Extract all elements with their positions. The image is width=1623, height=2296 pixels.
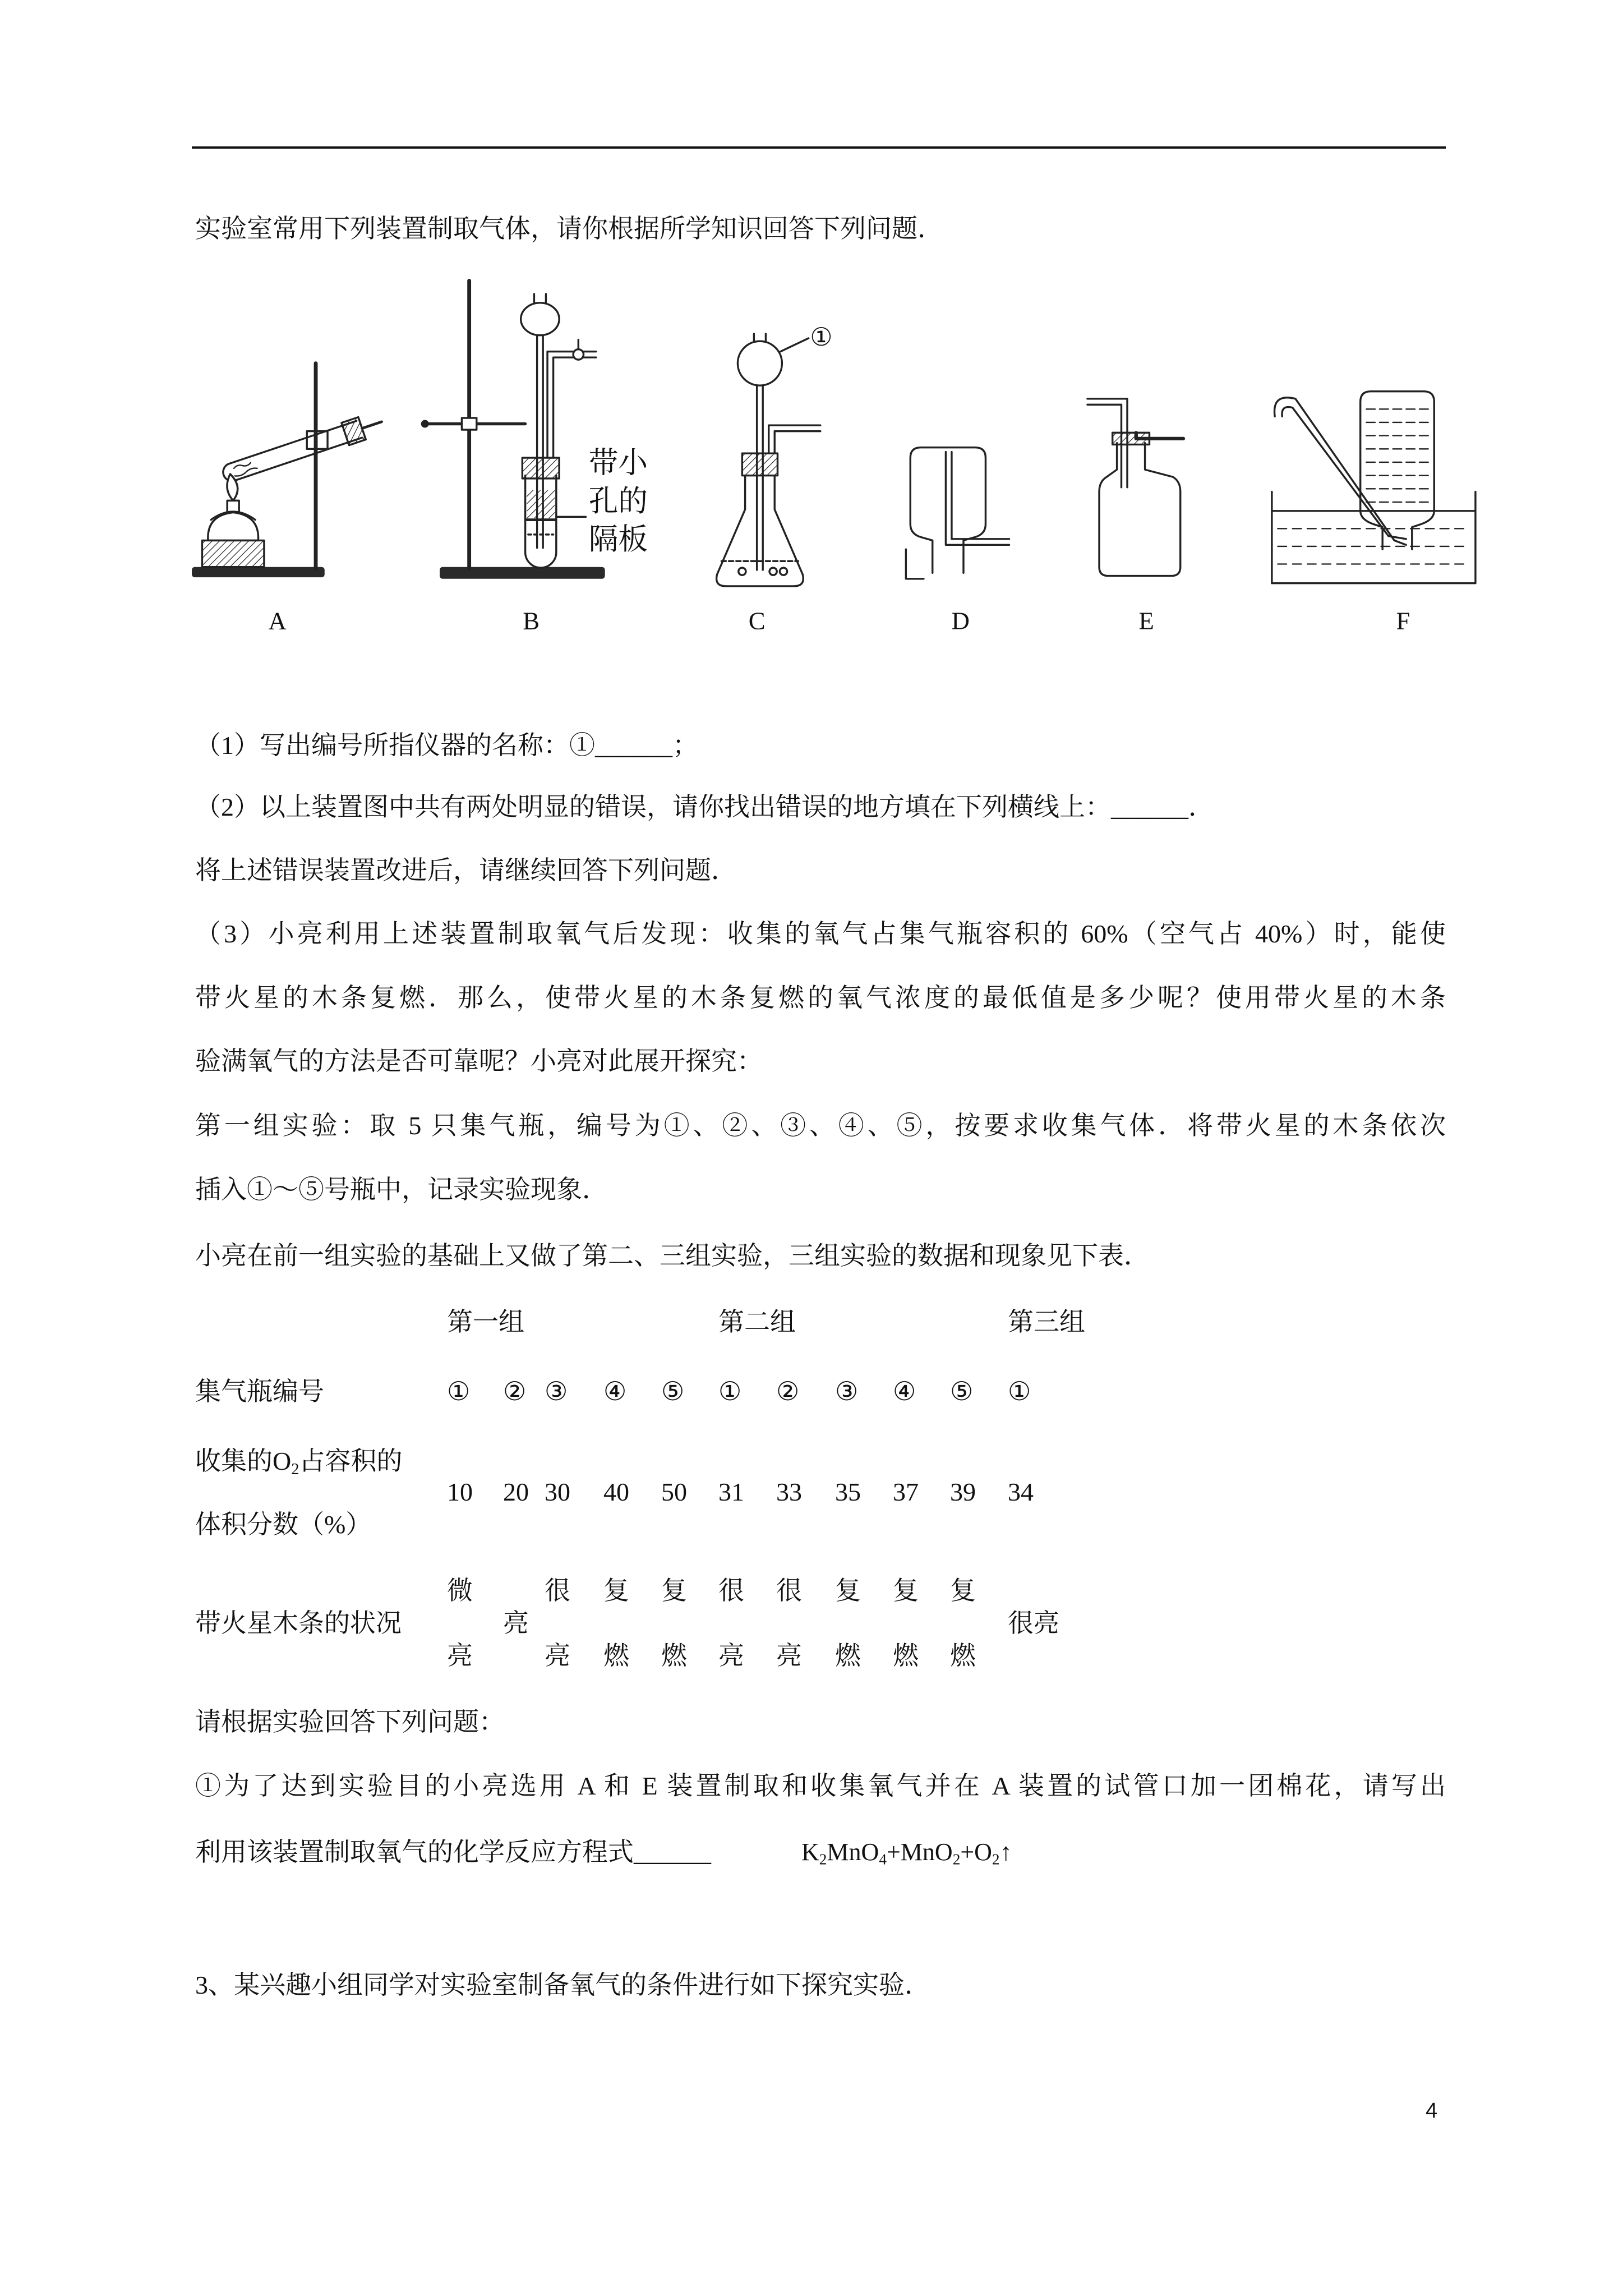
stand-base <box>440 567 605 579</box>
table-cell-oxygen-fraction <box>776 1475 802 1509</box>
table-cell-text: ④ <box>603 1377 627 1406</box>
apparatus-b <box>422 280 648 578</box>
eq-part: +MnO <box>886 1838 953 1866</box>
table-cell-text: ③ <box>835 1377 859 1406</box>
table-cell-text: 37 <box>893 1478 919 1506</box>
delivery-tube <box>362 422 382 429</box>
table-cell-text: 很亮 <box>776 1576 802 1670</box>
table-cell-text: 10 <box>447 1478 473 1506</box>
table-cell-bottle-number <box>447 1375 470 1409</box>
solid-particle <box>739 568 746 575</box>
table-cell-oxygen-fraction <box>1008 1475 1034 1509</box>
table-cell-splint-status <box>1008 1558 1059 1688</box>
table-cell-oxygen-fraction <box>503 1475 529 1509</box>
question-3-line: （3）小亮利用上述装置制取氧气后发现：收集的氧气占集气瓶容积的 60%（空气占 40%）时，能使 <box>195 919 1446 948</box>
table-cell-splint-status <box>603 1558 630 1688</box>
clamp-knob <box>422 421 428 427</box>
eq-subscript: 2 <box>819 1851 827 1868</box>
page-number: 4 <box>1426 2099 1438 2123</box>
table-cell-splint-status <box>503 1558 530 1688</box>
table-cell-bottle-number <box>545 1375 568 1409</box>
apparatus-f <box>1272 392 1476 583</box>
table-cell-text: ⑤ <box>950 1377 974 1406</box>
water-trough <box>1272 492 1476 583</box>
table-cell-oxygen-fraction <box>603 1475 629 1509</box>
table-cell-splint-status <box>776 1558 803 1688</box>
table-group-header: 第二组 <box>718 1308 796 1336</box>
table-cell-text: ④ <box>893 1377 916 1406</box>
table-cell-text: ⑤ <box>661 1377 685 1406</box>
funnel-bulb <box>521 303 559 335</box>
table-group-header: 第一组 <box>447 1308 524 1336</box>
table-cell-splint-status <box>661 1558 688 1688</box>
eq-part: +O <box>960 1838 992 1866</box>
table-cell-splint-status <box>718 1558 745 1688</box>
next-question: 3、某兴趣小组同学对实验室制备氧气的条件进行如下探究实验． <box>195 1971 930 1999</box>
table-group-header: 第三组 <box>1008 1308 1085 1336</box>
table-cell-text: 20 <box>503 1478 529 1506</box>
table-cell-bottle-number <box>718 1375 741 1409</box>
question-3-line: 验满氧气的方法是否可靠呢？小亮对此展开探究： <box>195 1047 763 1075</box>
funnel-bulb <box>737 341 782 385</box>
label-text: 收集的O <box>195 1447 292 1475</box>
table-cell-text: ② <box>503 1377 527 1406</box>
experiment-1-line: 插入①～⑤号瓶中，记录实验现象． <box>195 1175 608 1204</box>
table-row-label-oxygen-fraction <box>195 1429 403 1556</box>
lamp-flame <box>227 474 238 500</box>
inverted-bottle <box>1361 392 1435 550</box>
conical-flask <box>717 476 804 586</box>
stopcock <box>573 349 583 360</box>
table-cell-oxygen-fraction <box>718 1475 744 1509</box>
eq-subscript: 2 <box>992 1851 1000 1868</box>
gas-outlet-tube <box>547 352 596 458</box>
table-cell-bottle-number <box>603 1375 626 1409</box>
table-cell-text: 33 <box>776 1478 802 1506</box>
table-cell-text: 35 <box>835 1478 861 1506</box>
table-cell-text: 复燃 <box>835 1576 861 1670</box>
table-cell-text: 50 <box>661 1478 687 1506</box>
gas-outlet-tube <box>769 425 820 453</box>
apparatus-d <box>906 448 1009 579</box>
table-cell-splint-status <box>447 1558 474 1688</box>
callout-leader-line <box>781 338 809 352</box>
question-1: （1）写出编号所指仪器的名称：①______； <box>195 731 698 760</box>
question-2: （2）以上装置图中共有两处明显的错误，请你找出错误的地方填在下列横线上：______． <box>195 793 1214 821</box>
stopper <box>342 417 366 445</box>
funnel-stem <box>757 385 763 570</box>
table-cell-oxygen-fraction <box>447 1475 473 1509</box>
experiment-summary: 小亮在前一组实验的基础上又做了第二、三组实验，三组实验的数据和现象见下表． <box>195 1241 1150 1270</box>
table-cell-text: 31 <box>718 1478 744 1506</box>
question-3-line: 带火星的木条复燃．那么，使带火星的木条复燃的氧气浓度的最低值是多少呢？使用带火星的木条 <box>195 983 1446 1012</box>
label-text: 体积分数（%） <box>195 1510 372 1539</box>
eq-subscript: 2 <box>952 1851 961 1868</box>
table-cell-text: ③ <box>545 1377 568 1406</box>
apparatus-label-d: D <box>951 606 970 635</box>
table-cell-text: 39 <box>950 1478 976 1506</box>
table-cell-bottle-number <box>1008 1375 1031 1409</box>
table-cell-bottle-number <box>503 1375 526 1409</box>
table-cell-text: 40 <box>603 1478 629 1506</box>
inlet-tube <box>1087 399 1127 487</box>
instrument-marker: ① <box>810 322 833 352</box>
chemical-equation <box>801 1835 1012 1869</box>
gas-collecting-bottle <box>910 448 985 573</box>
table-cell-oxygen-fraction <box>545 1475 570 1509</box>
lamp-wick-holder <box>227 500 239 512</box>
table-cell-text: 复燃 <box>603 1576 629 1670</box>
table-cell-text: 很亮 <box>1008 1609 1059 1637</box>
table-cell-splint-status <box>893 1558 920 1688</box>
table-cell-text: ① <box>718 1377 742 1406</box>
experiment-1-line: 第一组实验：取 5 只集气瓶，编号为①、②、③、④、⑤，按要求收集气体．将带火星的木条依次 <box>195 1111 1446 1140</box>
answer-prompt: 请根据实验回答下列问题： <box>195 1708 505 1736</box>
plate-callout-line: 带小 <box>588 445 648 480</box>
apparatus-label-e: E <box>1138 606 1154 635</box>
delivery-tube <box>946 452 1009 545</box>
sub-question-1-line: 利用该装置制取氧气的化学反应方程式______ <box>195 1838 711 1866</box>
table-cell-text: ② <box>776 1377 800 1406</box>
wooden-block <box>202 540 264 567</box>
solid-reagent <box>527 490 555 518</box>
table-cell-bottle-number <box>661 1375 684 1409</box>
funnel-mouth <box>534 294 546 303</box>
eq-part: ↑ <box>999 1838 1012 1866</box>
table-cell-oxygen-fraction <box>661 1475 687 1509</box>
table-cell-oxygen-fraction <box>835 1475 861 1509</box>
apparatus-label-a: A <box>268 606 287 635</box>
apparatus-label-c: C <box>748 606 766 635</box>
apparatus-a <box>192 364 385 577</box>
solid-particle <box>780 568 787 575</box>
table-cell-splint-status <box>545 1558 571 1688</box>
table-cell-text: 复燃 <box>661 1576 687 1670</box>
table-cell-text: 复燃 <box>950 1576 976 1670</box>
eq-part: K <box>801 1838 819 1866</box>
gas-collecting-bottle <box>1099 443 1181 576</box>
stopper <box>522 458 559 478</box>
table-cell-text: 很亮 <box>545 1576 570 1670</box>
table-cell-text: 34 <box>1008 1478 1034 1506</box>
apparatus-label-b: B <box>523 606 540 635</box>
funnel-mouth <box>754 334 766 341</box>
table-cell-oxygen-fraction <box>950 1475 976 1509</box>
solid-particle <box>769 568 777 575</box>
eq-subscript: 4 <box>879 1851 887 1868</box>
test-tube <box>525 476 556 568</box>
apparatus-figure <box>0 266 1623 642</box>
table-cell-text: ① <box>447 1377 471 1406</box>
apparatus-label-f: F <box>1396 606 1410 635</box>
table-cell-oxygen-fraction <box>893 1475 919 1509</box>
intro-text: 实验室常用下列装置制取气体，请你根据所学知识回答下列问题． <box>195 214 943 243</box>
stopper <box>742 453 777 475</box>
apparatus-c <box>717 322 833 586</box>
table-cell-splint-status <box>835 1558 862 1688</box>
bottle-mouth-edge <box>906 549 924 579</box>
table-row-label-bottle-number: 集气瓶编号 <box>195 1377 324 1406</box>
bottle-water <box>1366 409 1428 502</box>
delivery-tube <box>1275 398 1407 545</box>
plate-callout-line: 孔的 <box>588 484 648 518</box>
stand-base <box>192 567 325 577</box>
label-text: 占容积的 <box>299 1447 403 1475</box>
instruction-note: 将上述错误装置改进后，请继续回答下列问题． <box>195 856 737 885</box>
table-cell-text: ① <box>1008 1377 1031 1406</box>
table-cell-splint-status <box>950 1558 977 1688</box>
trough-water <box>1278 528 1469 564</box>
table-cell-bottle-number <box>893 1375 916 1409</box>
table-cell-text: 很亮 <box>718 1576 744 1670</box>
table-cell-text: 30 <box>545 1478 570 1506</box>
header-rule <box>192 146 1446 149</box>
table-cell-text: 亮 <box>503 1609 529 1637</box>
plate-callout-line: 隔板 <box>588 522 648 557</box>
table-cell-bottle-number <box>835 1375 858 1409</box>
test-tube <box>220 411 385 486</box>
table-row-label-splint-status: 带火星木条的状况 <box>195 1609 402 1637</box>
table-cell-bottle-number <box>776 1375 799 1409</box>
label-subscript: 2 <box>291 1460 299 1478</box>
sub-question-1-line: ①为了达到实验目的小亮选用 A 和 E 装置制取和收集氧气并在 A 装置的试管口加一团棉花，请写出 <box>195 1772 1446 1800</box>
clamp-boss <box>462 418 476 430</box>
table-cell-bottle-number <box>950 1375 973 1409</box>
table-cell-text: 微亮 <box>447 1576 473 1670</box>
apparatus-e <box>1087 399 1183 576</box>
table-cell-text: 复燃 <box>893 1576 919 1670</box>
eq-part: MnO <box>827 1838 879 1866</box>
